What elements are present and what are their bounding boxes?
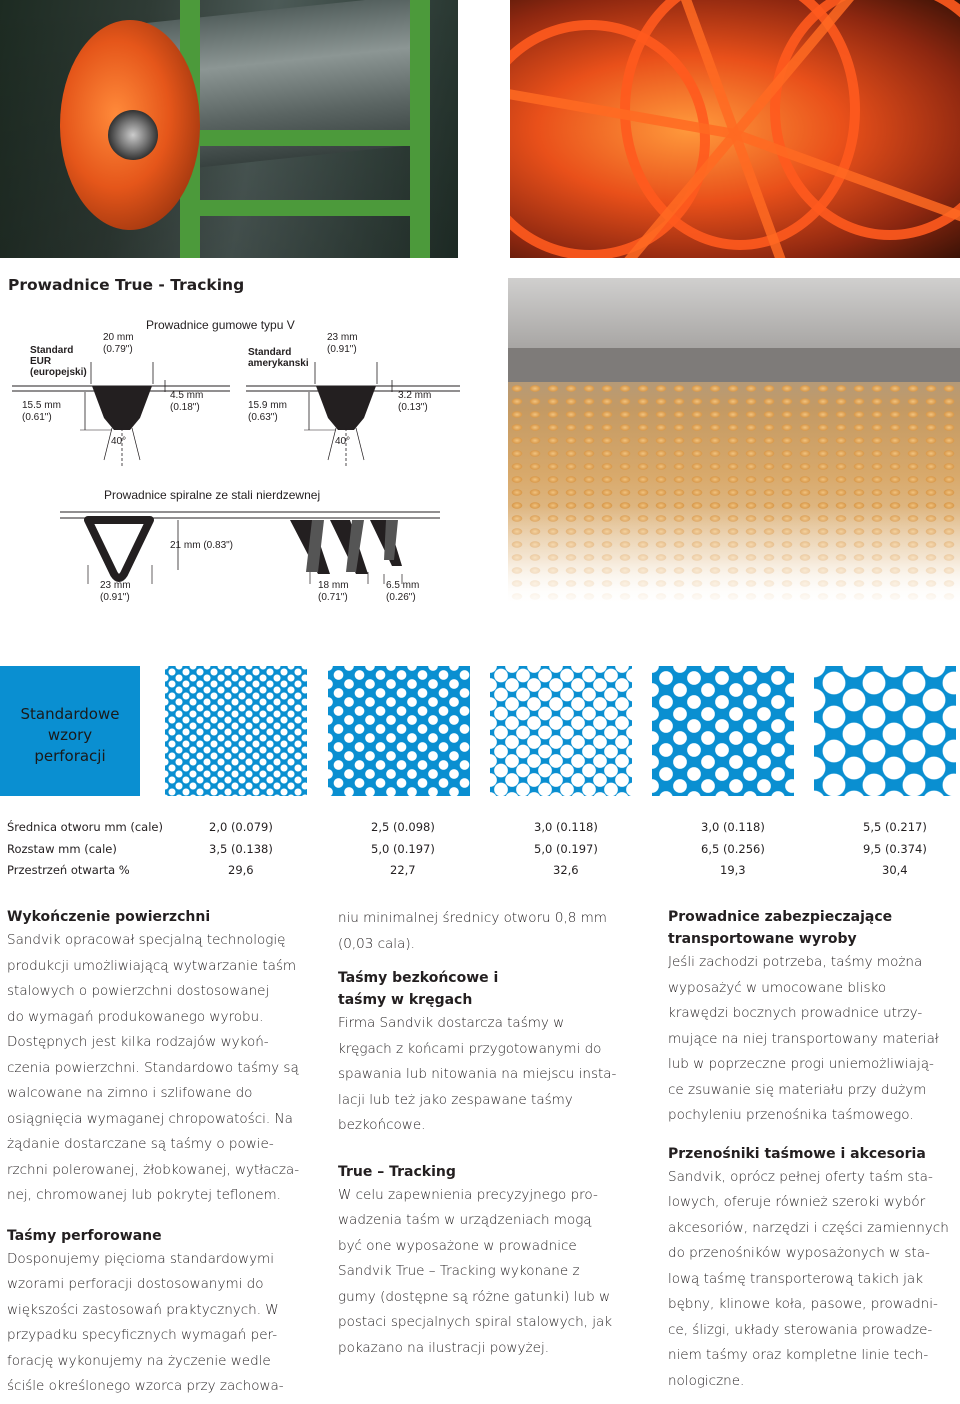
eur-standard-label: Standard EUR (europejski) xyxy=(30,345,87,378)
cell-diameter: 3,0 (0.118) xyxy=(534,820,598,834)
paragraph: Firma Sandvik dostarcza taśmy w kręgach z końcami przygotowanymi do spawania lub nitowania na miejscu insta- lacji lub też jako zespawane taśmy bezkońcowe. xyxy=(338,1015,617,1133)
cell-open-area: 22,7 xyxy=(390,863,416,877)
spiral-width-2: 18 mm (0.71") xyxy=(318,580,349,603)
perforation-label-box xyxy=(0,666,140,796)
paragraph: niu minimalnej średnicy otworu 0,8 mm (0,03 cala). xyxy=(338,910,607,952)
cell-diameter: 5,5 (0.217) xyxy=(863,820,927,834)
paragraph: Sandvik, oprócz pełnej oferty taśm sta- lowych, oferuje również szeroki wybór akcesoriów, narzędzi i części zamiennych do przenośników wyposażonych w sta- lową taśmę transporterową takich jak bębny, klinowe koła, pasowe, prowadni- ce, ślizgi, układy sterowania prowadze- niem taśmy oraz kompletne linie tech- nologiczne. xyxy=(668,1168,949,1389)
perforation-label-line: Standardowe xyxy=(20,705,120,723)
oven-cookies-photo xyxy=(508,278,960,606)
rubber-guides-title: Prowadnice gumowe typu V xyxy=(146,318,295,332)
paragraph: Dosponujemy pięcioma standardowymi wzorami perforacji dostosowanymi do większości zastosowań praktycznych. W przypadku specyficznych wymagań per- forację wykonujemy na życzenie wedle ściśle określonego wzorca przy zachowa- xyxy=(7,1250,284,1394)
spiral-width-3: 6.5 mm (0.26") xyxy=(386,580,420,603)
eur-top-width: 20 mm (0.79") xyxy=(103,332,134,355)
us-angle: 40° xyxy=(335,436,351,447)
eur-small-height: 4.5 mm (0.18") xyxy=(170,390,204,413)
perforation-label-line: wzory xyxy=(47,726,93,744)
spiral-wheels-photo xyxy=(510,0,960,258)
paragraph: Sandvik opracował specjalną technologię produkcji umożliwiającą wytwarzanie taśm stalowych o powierzchni dostosowanej do wymagań produkowanego wyrobu. Dostępnych jest kilka rodzajów wykoń- czenia powierzchni. Standardowo taśmy są walcowane na zimno i szlifowane do osiągnięcia wymaganej chropowatości. Na żądanie dostarczane są taśmy o powie- rzchni polerowanej, żłobkowanej, wytłacza- nej, chromowanej lub pokrytej teflonem. xyxy=(7,932,300,1203)
us-standard-label: Standard amerykanski xyxy=(248,347,309,369)
us-top-width: 23 mm (0.91") xyxy=(327,332,358,355)
us-small-height: 3.2 mm (0.13") xyxy=(398,390,432,413)
guide-profiles-diagram xyxy=(0,300,500,620)
cell-diameter: 2,0 (0.079) xyxy=(209,820,273,834)
paragraph: Jeśli zachodzi potrzeba, taśmy można wyposażyć w umocowane blisko krawędzi bocznych prowadnice utrzy- mujące na niej transportowany materiał lub w poprzeczne progi uniemożliwiają- ce zsuwanie się materiału przy dużym pochyleniu przenośnika taśmowego. xyxy=(668,954,939,1123)
page-title: Prowadnice True - Tracking xyxy=(8,276,245,294)
perforation-pattern-2 xyxy=(328,666,470,796)
row-label-diameter: Średnica otworu mm (cale) xyxy=(7,820,163,834)
cell-open-area: 29,6 xyxy=(228,863,254,877)
cell-pitch: 5,0 (0.197) xyxy=(371,842,435,856)
section-heading: Taśmy perforowane xyxy=(7,1227,162,1244)
perforation-pattern-3 xyxy=(490,666,632,796)
section-heading: Przenośniki taśmowe i akcesoria xyxy=(668,1145,926,1162)
cell-pitch: 6,5 (0.256) xyxy=(701,842,765,856)
row-label-open-area: Przestrzeń otwarta % xyxy=(7,863,130,877)
perforation-pattern-4 xyxy=(652,666,794,796)
eur-height: 15.5 mm (0.61") xyxy=(22,400,61,423)
spiral-width-1: 23 mm (0.91") xyxy=(100,580,131,603)
cell-pitch: 3,5 (0.138) xyxy=(209,842,273,856)
cell-diameter: 3,0 (0.118) xyxy=(701,820,765,834)
paragraph: W celu zapewnienia precyzyjnego pro- wadzenia taśm w urządzeniach mogą być one wyposażone w prowadnice Sandvik True – Tracking wykonane z gumy (dostępne są różne gatunki) lub w postaci specjalnych spiral stalowych, jak pokazano na ilustracji powyżej. xyxy=(338,1186,613,1356)
cell-open-area: 32,6 xyxy=(553,863,579,877)
eur-angle: 40° xyxy=(111,436,127,447)
cell-open-area: 30,4 xyxy=(882,863,908,877)
perforation-pattern-1 xyxy=(165,666,307,796)
section-heading: True – Tracking xyxy=(338,1163,456,1180)
cell-pitch: 9,5 (0.374) xyxy=(863,842,927,856)
us-height: 15.9 mm (0.63") xyxy=(248,400,287,423)
text-column-2 xyxy=(338,906,648,1361)
perforation-label-line: perforacji xyxy=(34,747,106,765)
spiral-guides-title: Prowadnice spiralne ze stali nierdzewnej xyxy=(104,488,321,502)
cell-pitch: 5,0 (0.197) xyxy=(534,842,598,856)
text-column-1 xyxy=(7,906,317,1400)
spiral-height: 21 mm (0.83") xyxy=(170,540,234,551)
conveyor-roller-photo xyxy=(0,0,458,258)
text-column-3 xyxy=(668,906,960,1394)
perforation-pattern-5 xyxy=(814,666,956,796)
section-heading: Prowadnice zabezpieczające transportowane wyroby xyxy=(668,909,893,947)
cell-diameter: 2,5 (0.098) xyxy=(371,820,435,834)
row-label-pitch: Rozstaw mm (cale) xyxy=(7,842,117,856)
cell-open-area: 19,3 xyxy=(720,863,746,877)
section-heading: Taśmy bezkońcowe i taśmy w kręgach xyxy=(338,970,499,1008)
section-heading: Wykończenie powierzchni xyxy=(7,909,211,925)
